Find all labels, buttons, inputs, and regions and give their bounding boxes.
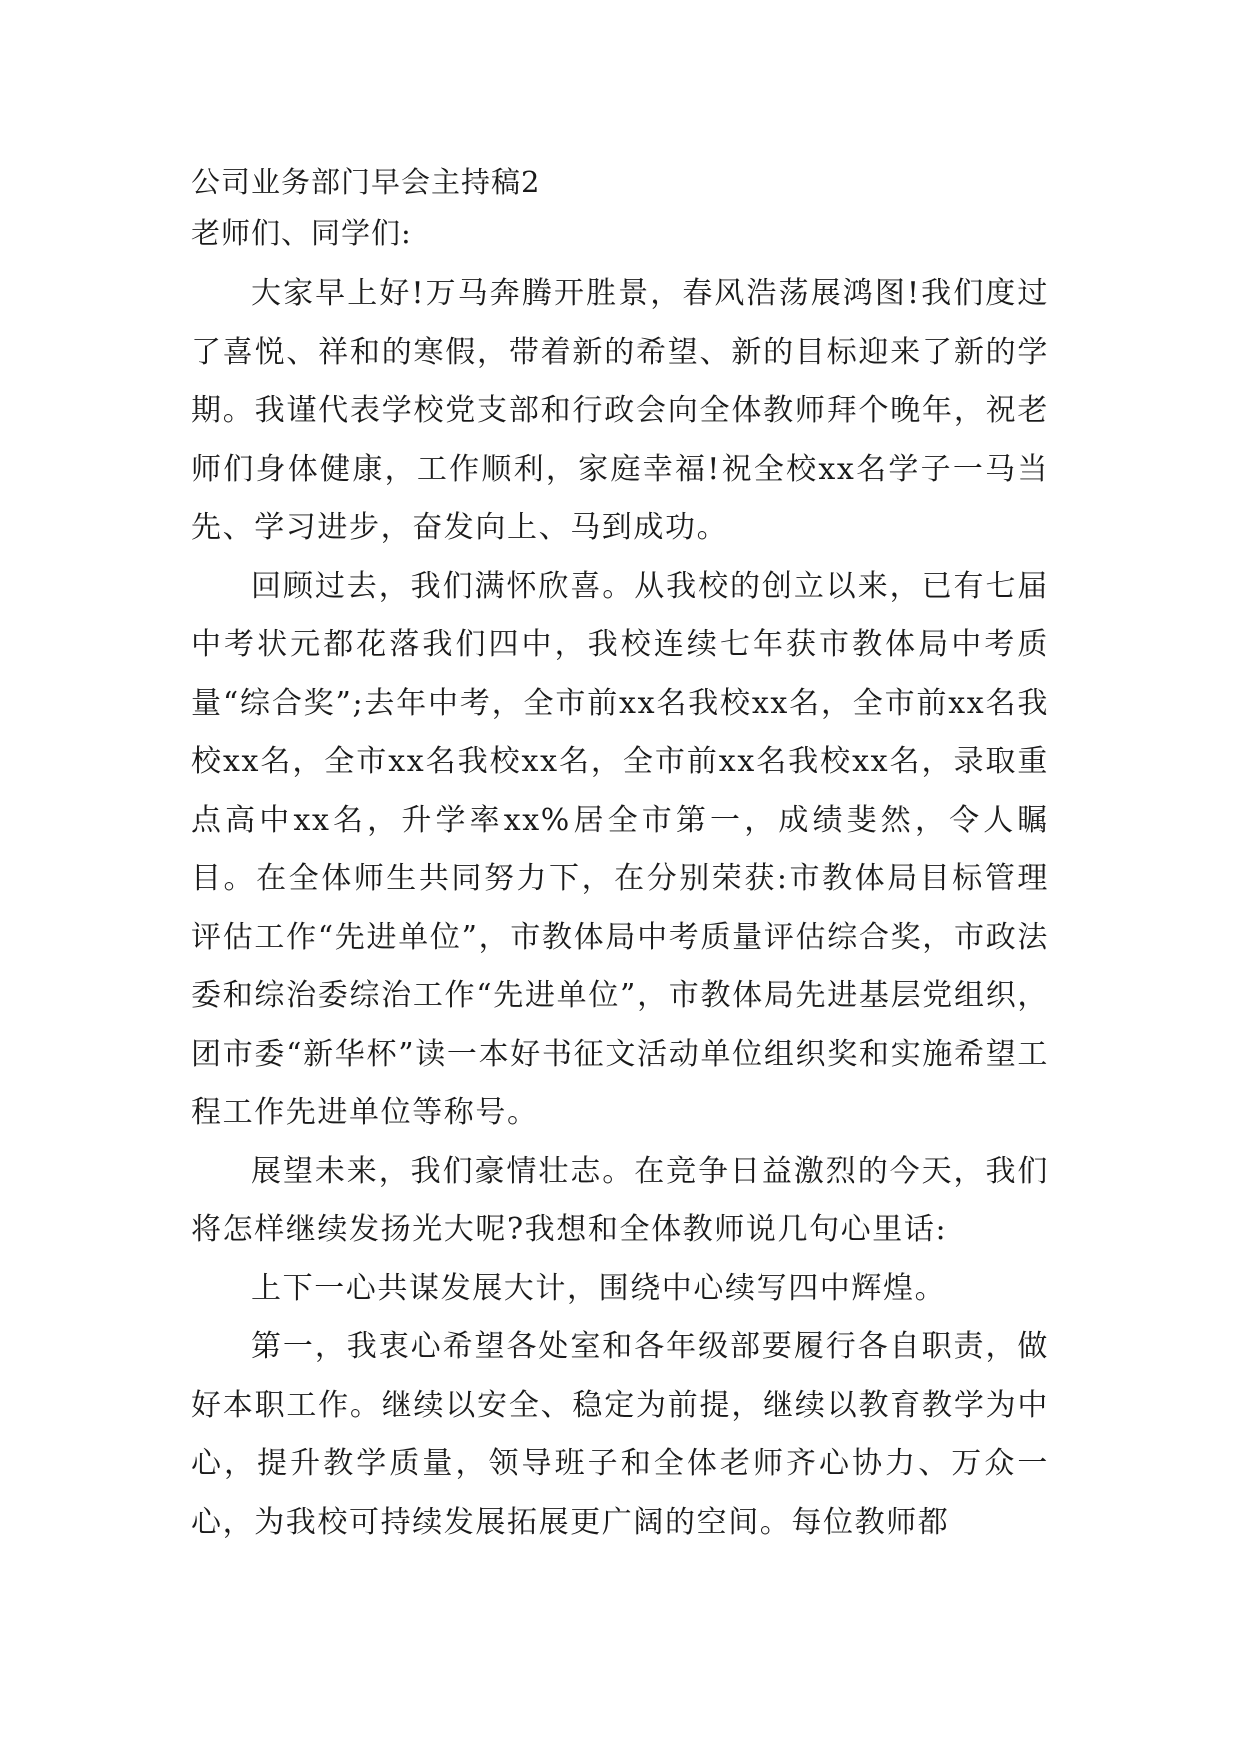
document-body <box>191 158 1049 1552</box>
paragraph-opening: 大家早上好!万马奔腾开胜景，春风浩荡展鸿图!我们度过了喜悦、祥和的寒假，带着新的希望、新的目标迎来了新的学期。我谨代表学校党支部和行政会向全体教师拜个晚年，祝老师们身体健康，工作顺利，家庭幸福!祝全校xx名学子一马当先、学习进步，奋发向上、马到成功。 <box>191 276 1049 545</box>
paragraph-review: 回顾过去，我们满怀欣喜。从我校的创立以来，已有七届中考状元都花落我们四中，我校连续七年获市教体局中考质量“综合奖”;去年中考，全市前xx名我校xx名，全市前xx名我校xx名，全市xx名我校xx名，全市前xx名我校xx名，录取重点高中xx名，升学率xx%居全市第一，成绩斐然，令人瞩目。在全体师生共同努力下，在分别荣获:市教体局目标管理评估工作“先进单位”，市教体局中考质量评估综合奖，市政法委和综治委综治工作“先进单位”，市教体局先进基层党组织，团市委“新华杯”读一本好书征文活动单位组织奖和实施希望工程工作先进单位等称号。 <box>191 568 1049 1130</box>
greeting-line: 老师们、同学们: <box>191 216 412 250</box>
document-title: 公司业务部门早会主持稿2 <box>191 165 541 199</box>
paragraph-first-point: 第一，我衷心希望各处室和各年级部要履行各自职责，做好本职工作。继续以安全、稳定为前提，继续以教育教学为中心，提升教学质量，领导班子和全体老师齐心协力、万众一心，为我校可持续发展拓展更广阔的空间。每位教师都 <box>191 1329 1049 1540</box>
paragraph-slogan: 上下一心共谋发展大计，围绕中心续写四中辉煌。 <box>251 1270 947 1306</box>
paragraph-outlook: 展望未来，我们豪情壮志。在竞争日益激烈的今天，我们将怎样继续发扬光大呢?我想和全体教师说几句心里话: <box>191 1153 1049 1247</box>
